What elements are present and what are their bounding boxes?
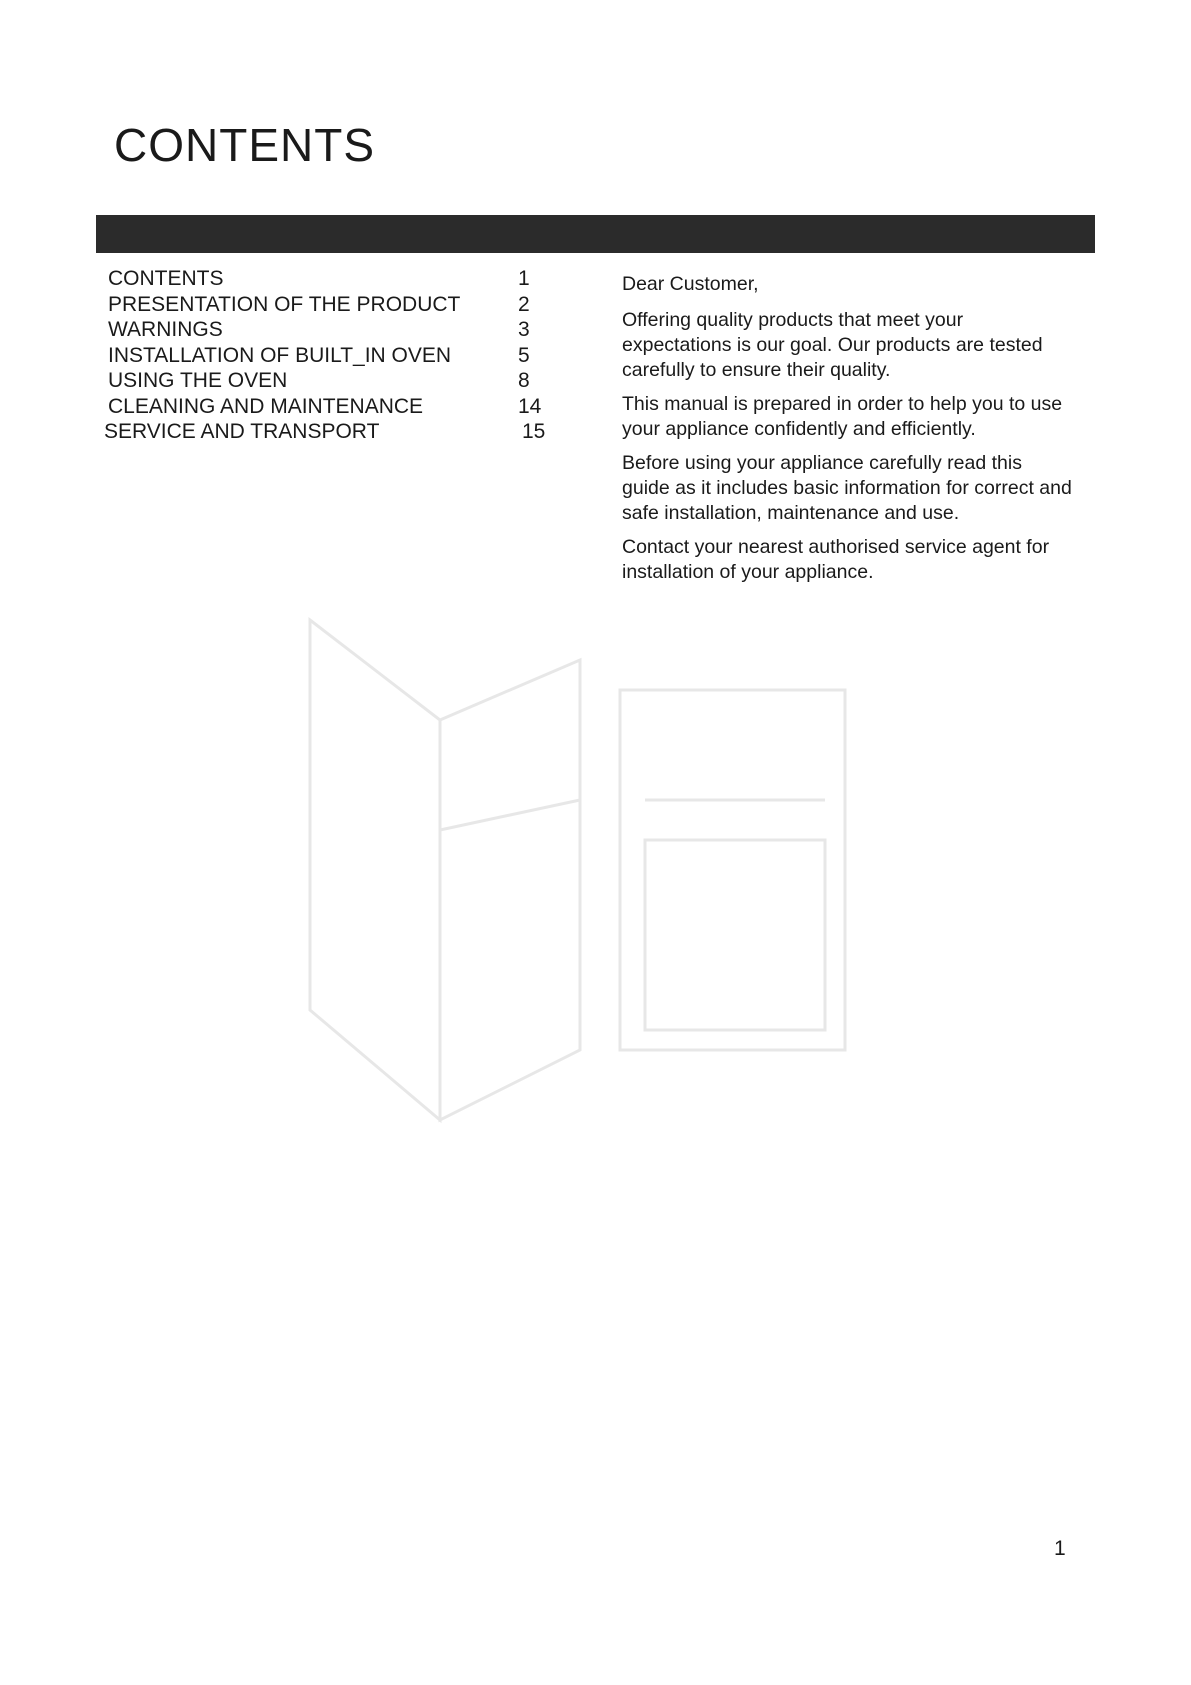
toc-entry-title: USING THE OVEN: [108, 369, 288, 392]
intro-paragraph: Before using your appliance carefully read this guide as it includes basic information for correct and safe installation, maintenance and use.: [622, 452, 1072, 524]
toc-entry[interactable]: [108, 343, 558, 369]
intro-paragraph: Offering quality products that meet your expectations is our goal. Our products are tested carefully to ensure their quality.: [622, 309, 1043, 381]
toc-entry-page: 15: [522, 420, 546, 443]
intro-paragraph: This manual is prepared in order to help you to use your appliance confidently and efficiently.: [622, 393, 1063, 440]
toc-entry-title: WARNINGS: [108, 318, 223, 341]
title-divider-bar: [96, 215, 1095, 253]
toc-entry[interactable]: [108, 394, 558, 420]
toc-entry-page: 5: [518, 343, 530, 367]
toc-entry[interactable]: [108, 266, 558, 292]
toc-entry-title: INSTALLATION OF BUILT_IN OVEN: [108, 343, 452, 367]
toc-entry-title: SERVICE AND TRANSPORT: [104, 420, 380, 443]
toc-entry[interactable]: [108, 317, 558, 343]
intro-letter: [622, 272, 1072, 594]
toc-entry[interactable]: [104, 419, 558, 445]
toc-entry[interactable]: [108, 292, 558, 318]
toc-entry-page: 1: [518, 267, 530, 290]
oven-illustration-showthrough: [300, 590, 860, 1140]
toc-entry-title: CONTENTS: [108, 267, 224, 290]
page-number: 1: [1054, 1537, 1066, 1560]
intro-greeting: Dear Customer,: [622, 273, 759, 295]
toc-entry[interactable]: [108, 368, 558, 394]
toc-entry-page: 14: [518, 394, 542, 418]
page-title: CONTENTS: [114, 119, 375, 171]
toc-entry-page: 3: [518, 318, 530, 341]
toc-entry-title: PRESENTATION OF THE PRODUCT: [108, 292, 461, 316]
table-of-contents: [104, 266, 558, 445]
toc-entry-page: 2: [518, 292, 530, 316]
toc-entry-title: CLEANING AND MAINTENANCE: [108, 394, 424, 418]
toc-entry-page: 8: [518, 369, 530, 392]
intro-paragraph: Contact your nearest authorised service agent for installation of your appliance.: [622, 536, 1050, 583]
